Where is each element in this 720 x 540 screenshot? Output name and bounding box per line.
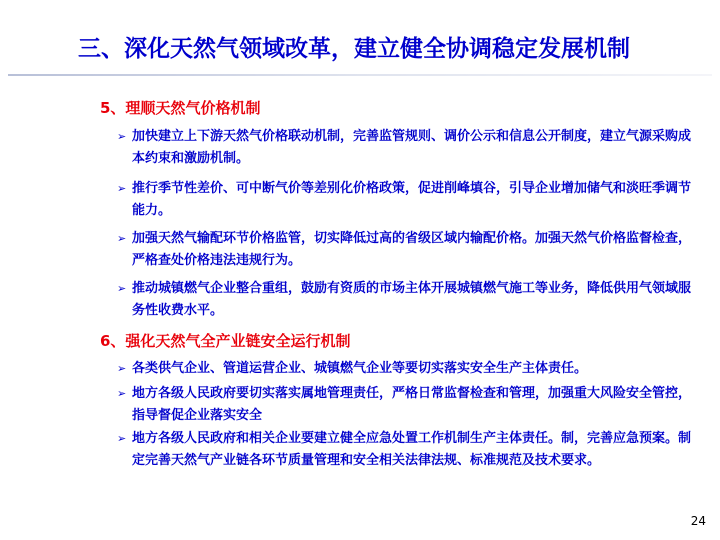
arrow-bullet-icon: ➢ [117, 432, 127, 445]
list-item [117, 383, 697, 427]
arrow-bullet-icon: ➢ [117, 182, 127, 195]
list-item [117, 126, 697, 170]
list-item-text: 加强天然气输配环节价格监管，切实降低过高的省级区域内输配价格。加强天然气价格监督检查，严格查处价格违法违规行为。 [132, 231, 692, 268]
list-item-text: 地方各级人民政府要切实落实属地管理责任，严格日常监督检查和管理，加强重大风险安全管控，指导督促企业落实安全 [132, 386, 692, 423]
page-number: 24 [690, 514, 706, 528]
list-item [117, 358, 697, 380]
list-item-text: 加快建立上下游天然气价格联动机制，完善监管规则、调价公示和信息公开制度，建立气源采购成本约束和激励机制。 [132, 129, 692, 166]
list-item [117, 178, 697, 222]
section-heading-6: 6、强化天然气全产业链安全运行机制 [100, 332, 351, 350]
arrow-bullet-icon: ➢ [117, 282, 127, 295]
list-item [117, 228, 697, 272]
list-item-text: 推行季节性差价、可中断气价等差别化价格政策，促进削峰填谷，引导企业增加储气和淡旺季调节能力。 [132, 181, 692, 218]
list-item-text: 地方各级人民政府和相关企业要建立健全应急处置工作机制生产主体责任。制，完善应急预案。制定完善天然气产业链各环节质量管理和安全相关法律法规、标准规范及技术要求。 [132, 431, 692, 468]
list-item-text: 推动城镇燃气企业整合重组，鼓励有资质的市场主体开展城镇燃气施工等业务，降低供用气领域服务性收费水平。 [132, 281, 692, 318]
list-item [117, 278, 697, 322]
arrow-bullet-icon: ➢ [117, 387, 127, 400]
arrow-bullet-icon: ➢ [117, 130, 127, 143]
list-item-text: 各类供气企业、管道运营企业、城镇燃气企业等要切实落实安全生产主体责任。 [132, 361, 588, 376]
section-heading-5: 5、理顺天然气价格机制 [100, 99, 261, 117]
arrow-bullet-icon: ➢ [117, 362, 127, 375]
page-title: 三、深化天然气领域改革，建立健全协调稳定发展机制 [78, 36, 630, 62]
title-divider [8, 74, 712, 76]
arrow-bullet-icon: ➢ [117, 232, 127, 245]
list-item [117, 428, 697, 472]
